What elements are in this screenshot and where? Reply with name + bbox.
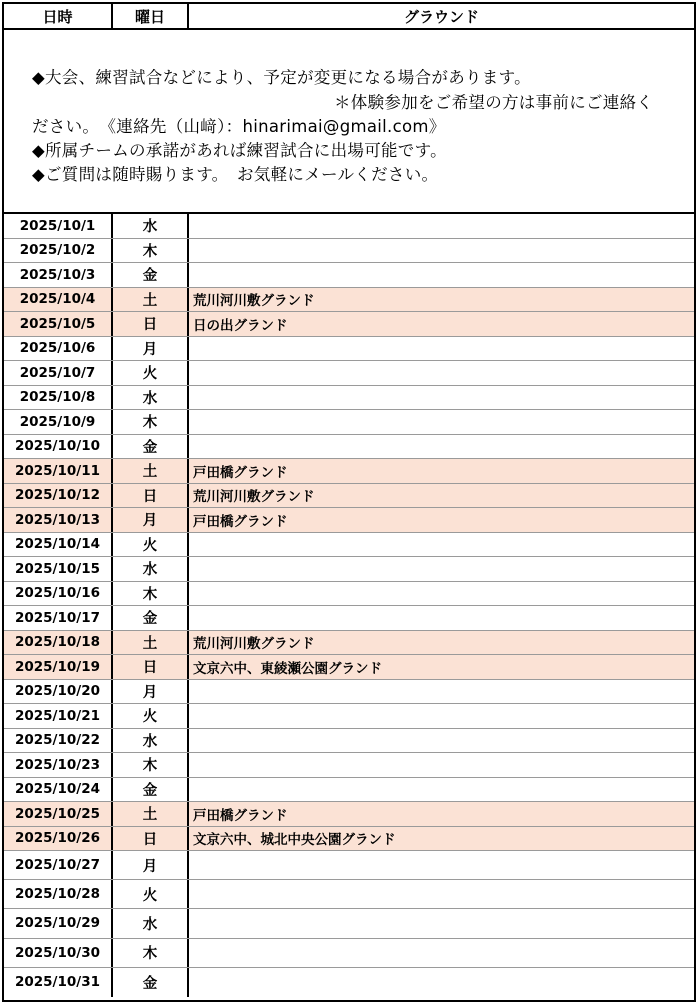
ground-cell — [189, 557, 694, 581]
day-cell: 月 — [113, 337, 189, 361]
header-date: 日時 — [4, 4, 113, 28]
schedule-rows — [4, 214, 694, 997]
day-cell: 日 — [113, 312, 189, 336]
ground-cell: 戸田橋グランド — [193, 513, 288, 530]
date-cell: 2025/10/6 — [4, 337, 113, 361]
date-cell: 2025/10/4 — [4, 288, 113, 312]
table-row — [4, 802, 694, 827]
table-row — [4, 631, 694, 656]
ground-cell — [189, 533, 694, 557]
ground-cell — [189, 880, 694, 908]
day-cell: 金 — [113, 263, 189, 287]
day-cell: 月 — [113, 508, 189, 532]
notice-line-5: ◆ご質問は随時賜ります。 お気軽にメールください。 — [32, 165, 439, 184]
date-cell: 2025/10/31 — [4, 968, 113, 997]
date-cell: 2025/10/9 — [4, 410, 113, 434]
day-cell: 水 — [113, 729, 189, 753]
ground-cell — [189, 435, 694, 459]
ground-cell: 日の出グランド — [193, 317, 288, 334]
date-cell: 2025/10/15 — [4, 557, 113, 581]
day-cell: 日 — [113, 484, 189, 508]
table-row — [4, 753, 694, 778]
day-cell: 金 — [113, 435, 189, 459]
notice-line-4: ◆所属チームの承諾があれば練習試合に出場可能です。 — [32, 141, 447, 160]
ground-cell — [189, 263, 694, 287]
date-cell: 2025/10/8 — [4, 386, 113, 410]
day-cell: 木 — [113, 239, 189, 263]
day-cell: 日 — [113, 827, 189, 851]
table-row — [4, 459, 694, 484]
date-cell: 2025/10/7 — [4, 361, 113, 385]
table-row — [4, 557, 694, 582]
ground-cell — [189, 361, 694, 385]
table-header — [4, 4, 694, 30]
ground-cell — [189, 968, 694, 997]
notice-box — [4, 30, 694, 214]
day-cell: 月 — [113, 851, 189, 879]
table-row — [4, 968, 694, 997]
table-row — [4, 337, 694, 362]
ground-cell — [189, 729, 694, 753]
table-row — [4, 655, 694, 680]
day-cell: 水 — [113, 557, 189, 581]
table-row — [4, 508, 694, 533]
ground-cell — [189, 704, 694, 728]
ground-cell: 文京六中、城北中央公園グランド — [193, 832, 396, 849]
day-cell: 水 — [113, 909, 189, 937]
day-cell: 木 — [113, 410, 189, 434]
day-cell: 水 — [113, 214, 189, 238]
day-cell: 土 — [113, 288, 189, 312]
table-row — [4, 288, 694, 313]
header-ground: グラウンド — [403, 7, 479, 26]
ground-cell: 荒川河川敷グランド — [193, 293, 315, 310]
date-cell: 2025/10/20 — [4, 680, 113, 704]
ground-cell — [189, 386, 694, 410]
day-cell: 火 — [113, 704, 189, 728]
notice-line-1: ◆大会、練習試合などにより、予定が変更になる場合があります。 — [32, 68, 531, 87]
date-cell: 2025/10/10 — [4, 435, 113, 459]
day-cell: 土 — [113, 631, 189, 655]
table-row — [4, 582, 694, 607]
notice-line-3: ださい。 《連絡先（山﨑）：hinarimai@gmail.com》 — [32, 117, 446, 136]
table-row — [4, 386, 694, 411]
day-cell: 金 — [113, 778, 189, 802]
table-row — [4, 239, 694, 264]
ground-cell — [189, 337, 694, 361]
day-cell: 水 — [113, 386, 189, 410]
day-cell: 月 — [113, 680, 189, 704]
ground-cell — [189, 939, 694, 967]
table-row — [4, 606, 694, 631]
date-cell: 2025/10/16 — [4, 582, 113, 606]
date-cell: 2025/10/21 — [4, 704, 113, 728]
day-cell: 日 — [113, 655, 189, 679]
day-cell: 土 — [113, 459, 189, 483]
date-cell: 2025/10/28 — [4, 880, 113, 908]
schedule-sheet — [2, 2, 696, 1002]
table-row — [4, 263, 694, 288]
table-row — [4, 680, 694, 705]
table-row — [4, 851, 694, 880]
day-cell: 金 — [113, 968, 189, 997]
date-cell: 2025/10/29 — [4, 909, 113, 937]
date-cell: 2025/10/14 — [4, 533, 113, 557]
ground-cell — [189, 680, 694, 704]
date-cell: 2025/10/11 — [4, 459, 113, 483]
day-cell: 土 — [113, 802, 189, 826]
date-cell: 2025/10/3 — [4, 263, 113, 287]
ground-cell — [189, 909, 694, 937]
ground-cell — [189, 606, 694, 630]
date-cell: 2025/10/19 — [4, 655, 113, 679]
date-cell: 2025/10/17 — [4, 606, 113, 630]
day-cell: 木 — [113, 753, 189, 777]
table-row — [4, 484, 694, 509]
table-row — [4, 533, 694, 558]
header-day: 曜日 — [113, 4, 189, 28]
table-row — [4, 435, 694, 460]
day-cell: 金 — [113, 606, 189, 630]
ground-cell: 荒川河川敷グランド — [193, 636, 315, 653]
table-row — [4, 827, 694, 852]
date-cell: 2025/10/22 — [4, 729, 113, 753]
date-cell: 2025/10/23 — [4, 753, 113, 777]
date-cell: 2025/10/27 — [4, 851, 113, 879]
ground-cell: 文京六中、東綾瀬公園グランド — [193, 660, 382, 677]
date-cell: 2025/10/30 — [4, 939, 113, 967]
date-cell: 2025/10/1 — [4, 214, 113, 238]
ground-cell: 戸田橋グランド — [193, 807, 288, 824]
ground-cell: 戸田橋グランド — [193, 464, 288, 481]
table-row — [4, 704, 694, 729]
day-cell: 火 — [113, 533, 189, 557]
table-row — [4, 214, 694, 239]
day-cell: 木 — [113, 939, 189, 967]
day-cell: 火 — [113, 880, 189, 908]
table-row — [4, 939, 694, 968]
date-cell: 2025/10/2 — [4, 239, 113, 263]
date-cell: 2025/10/13 — [4, 508, 113, 532]
ground-cell — [189, 239, 694, 263]
date-cell: 2025/10/12 — [4, 484, 113, 508]
date-cell: 2025/10/18 — [4, 631, 113, 655]
table-row — [4, 729, 694, 754]
table-row — [4, 778, 694, 803]
day-cell: 木 — [113, 582, 189, 606]
day-cell: 火 — [113, 361, 189, 385]
date-cell: 2025/10/24 — [4, 778, 113, 802]
ground-cell — [189, 778, 694, 802]
date-cell: 2025/10/26 — [4, 827, 113, 851]
table-row — [4, 361, 694, 386]
table-row — [4, 909, 694, 938]
date-cell: 2025/10/25 — [4, 802, 113, 826]
ground-cell — [189, 582, 694, 606]
ground-cell — [189, 851, 694, 879]
ground-cell — [189, 410, 694, 434]
ground-cell — [189, 753, 694, 777]
date-cell: 2025/10/5 — [4, 312, 113, 336]
table-row — [4, 312, 694, 337]
ground-cell — [189, 214, 694, 238]
table-row — [4, 410, 694, 435]
ground-cell: 荒川河川敷グランド — [193, 489, 315, 506]
table-row — [4, 880, 694, 909]
notice-line-2: ＊体験参加をご希望の方は事前にご連絡く — [334, 93, 654, 112]
